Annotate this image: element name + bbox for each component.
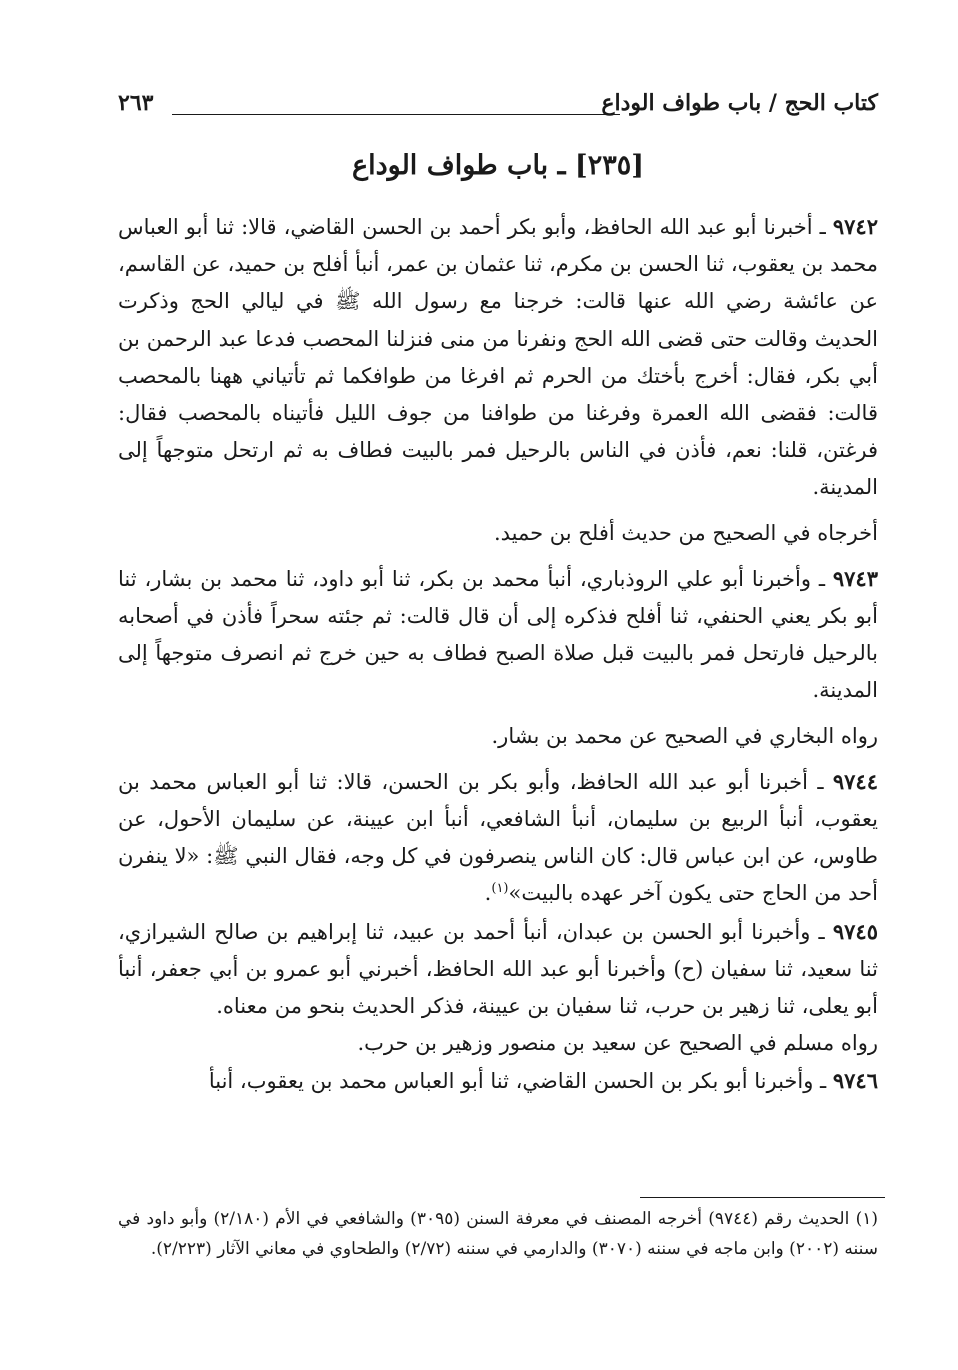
footnote-reference[interactable]: (١) (491, 881, 509, 897)
running-header (118, 80, 878, 120)
commentary-text: أخرجاه في الصحيح من حديث أفلح بن حميد. (493, 520, 878, 545)
commentary-text: رواه مسلم في الصحيح عن سعيد بن منصور وزهير بن حرب. (357, 1031, 878, 1056)
hadith-number: ٩٧٤٥ (832, 918, 878, 944)
header-rule (172, 114, 620, 115)
hadith-text: ـ أخبرنا أبو عبد الله الحافظ، وأبو بكر أحمد بن الحسن القاضي، قالا: ثنا أبو العباس محمد بن يعقوب، ثنا الحسن بن مكرم، ثنا عثمان بن عمر، أنبأ أفلح بن حميد، عن القاسم، عن عائشة رضي الله عنها قالت: خرجنا مع رسول الله ﷺ في ليالي الحج وذكرت الحديث وقالت حتى قضى الله الحج ونفرنا من منى فنزلنا المحصب فدعا عبد الرحمن بن أبي بكر، فقال: أخرج بأختك من الحرم ثم افرغا من طوافكما ثم تأتياني ههنا بالمحصب قالت: فقضى الله العمرة وفرغنا من طوافنا من جوف الليل فأتيناه بالمحصب فقال: فرغتن، قلنا: نعم، فأذن في الناس بالرحيل فمر بالبيت فطاف به ثم ارتحل متوجهاً إلى المدينة. (117, 215, 878, 500)
hadith-number: ٩٧٤٦ (832, 1068, 878, 1094)
body-text (118, 208, 878, 1101)
hadith-text: ـ وأخبرنا أبو علي الروذباري، أنبأ محمد بن بكر، ثنا أبو داود، ثنا محمد بن بشار، ثنا أبو بكر يعني الحنفي، ثنا أفلح فذكره إلى أن قال قالت: ثم جئته سحراً فأذن في أصحابه بالرحيل فارتحل فمر بالبيت قبل صلاة الصبح فطاف به حين خرج ثم انصرف متوجهاً إلى المدينة. (118, 566, 878, 703)
hadith-paragraph (118, 1062, 878, 1100)
page-number: ٢٦٣ (118, 90, 154, 116)
footnote-marker: (١) (855, 1209, 878, 1229)
hadith-text: ـ وأخبرنا أبو بكر بن الحسن القاضي، ثنا أبو العباس محمد بن يعقوب، أنبأ (208, 1069, 833, 1094)
hadith-paragraph (118, 763, 878, 913)
hadith-text: ـ وأخبرنا أبو الحسن بن عبدان، أنبأ أحمد بن عبيد، ثنا إبراهيم بن صالح الشيرازي، ثنا سعيد، ثنا سفيان (ح) وأخبرنا أبو عبد الله الحافظ، أخبرني أبو عمرو بن أبي جعفر، أنبأ أبو يعلى، ثنا زهير بن حرب، ثنا سفيان بن عيينة، فذكر الحديث بنحو من معناه. (118, 919, 878, 1019)
hadith-number: ٩٧٤٣ (832, 565, 878, 591)
footnotes (118, 1204, 878, 1264)
hadith-text: ـ أخبرنا أبو عبد الله الحافظ، وأبو بكر بن الحسن، قالا: ثنا أبو العباس محمد بن يعقوب، أنبأ الربيع بن سليمان، أنبأ الشافعي، أنبأ ابن عيينة، عن سليمان الأحول، عن طاوس، عن ابن عباس قال: كان الناس ينصرفون في كل وجه، فقال النبي ﷺ: «لا ينفرن أحد من الحاج حتى يكون آخر عهده بالبيت» (118, 769, 878, 906)
commentary-paragraph (118, 1025, 878, 1062)
hadith-number: ٩٧٤٢ (832, 214, 878, 239)
footnote-text: الحديث رقم (٩٧٤٤) أخرجه المصنف في معرفة السنن (٣٠٩٥) والشافعي في الأم (٢/١٨٠) وأبو داود في سننه (٢٠٠٢) وابن ماجه في سننه (٣٠٧٠) والدارمي في سننه (٢/٧٢) والطحاوي في معاني الآثار (٢/٢٢٣). (118, 1209, 878, 1259)
commentary-paragraph (118, 718, 878, 755)
hadith-paragraph (118, 560, 878, 710)
chapter-heading: [٢٣٥] ـ باب طواف الوداع (352, 150, 644, 181)
commentary-paragraph (118, 515, 878, 552)
footnote (118, 1204, 878, 1264)
hadith-number: ٩٧٤٤ (832, 768, 878, 794)
running-title: كتاب الحج / باب طواف الوداع (601, 90, 878, 116)
hadith-paragraph (118, 913, 878, 1026)
hadith-paragraph (118, 208, 878, 507)
hadith-text-tail: . (484, 881, 492, 906)
commentary-text: رواه البخاري في الصحيح عن محمد بن بشار. (491, 723, 878, 748)
footnote-rule (640, 1197, 885, 1198)
